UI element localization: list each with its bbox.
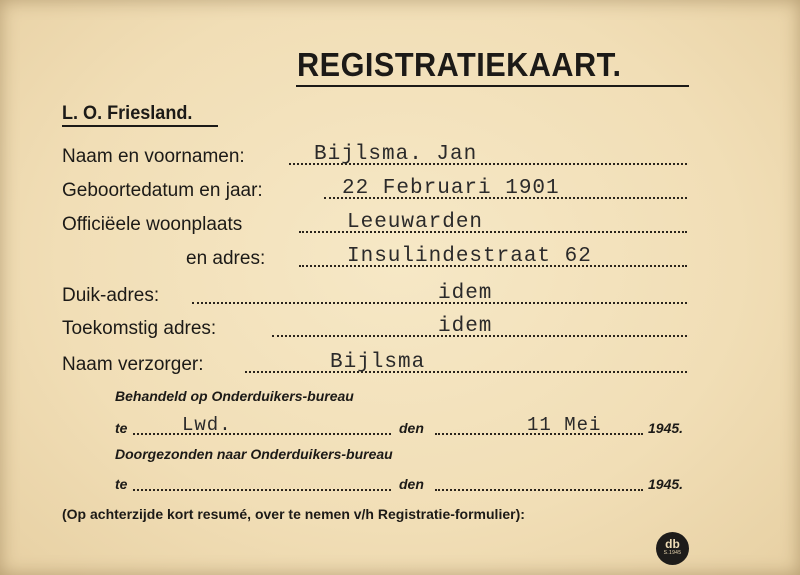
printer-logo-stamp bbox=[656, 532, 689, 565]
field-value: Insulindestraat 62 bbox=[347, 245, 592, 268]
field-label: Officiëele woonplaats bbox=[62, 214, 243, 235]
behandeld-year: 1945. bbox=[648, 420, 684, 436]
behandeld-te-label: te bbox=[115, 420, 128, 436]
doorgezonden-te-label: te bbox=[115, 476, 128, 492]
field-toekomstig-adres bbox=[62, 315, 692, 346]
dotted-line bbox=[245, 371, 687, 373]
doorgezonden-heading: Doorgezonden naar Onderduikers-bureau bbox=[115, 446, 393, 462]
field-value: Bijlsma bbox=[330, 351, 426, 374]
behandeld-te-value: Lwd. bbox=[182, 414, 232, 436]
behandeld-heading: Behandeld op Onderduikers-bureau bbox=[115, 388, 354, 404]
field-naam-verzorger bbox=[62, 351, 692, 382]
behandeld-den-label: den bbox=[399, 420, 424, 436]
field-value: 22 Februari 1901 bbox=[342, 177, 560, 200]
dotted-line bbox=[133, 489, 391, 491]
organisation-name: L. O. Friesland. bbox=[62, 103, 193, 124]
dotted-line bbox=[133, 433, 391, 435]
behandeld-den-value: 11 Mei bbox=[527, 414, 602, 436]
field-value: Bijlsma. Jan bbox=[314, 143, 478, 166]
field-duik-adres bbox=[62, 282, 692, 313]
field-value: Leeuwarden bbox=[347, 211, 484, 234]
card-title: REGISTRATIEKAART. bbox=[297, 46, 622, 83]
field-geboortedatum bbox=[62, 177, 692, 208]
field-value: idem bbox=[438, 315, 493, 338]
field-label: Toekomstig adres: bbox=[62, 318, 217, 339]
field-naam bbox=[62, 143, 692, 174]
dotted-line bbox=[435, 489, 643, 491]
field-label: Naam verzorger: bbox=[62, 354, 204, 375]
field-label: Naam en voornamen: bbox=[62, 146, 245, 167]
field-value: idem bbox=[438, 282, 493, 305]
field-woonplaats bbox=[62, 211, 692, 242]
field-label: Duik-adres: bbox=[62, 285, 160, 306]
footnote: (Op achterzijde kort resumé, over te nemen v/h Registratie-formulier): bbox=[62, 506, 525, 522]
doorgezonden-den-label: den bbox=[399, 476, 424, 492]
field-adres bbox=[62, 245, 692, 276]
field-label: Geboortedatum en jaar: bbox=[62, 180, 263, 201]
logo-mark: db bbox=[665, 537, 680, 551]
field-label: en adres: bbox=[186, 248, 266, 269]
logo-text: S.1945 bbox=[663, 550, 682, 556]
doorgezonden-year: 1945. bbox=[648, 476, 684, 492]
title-underline bbox=[296, 85, 689, 87]
organisation-underline bbox=[62, 125, 218, 127]
